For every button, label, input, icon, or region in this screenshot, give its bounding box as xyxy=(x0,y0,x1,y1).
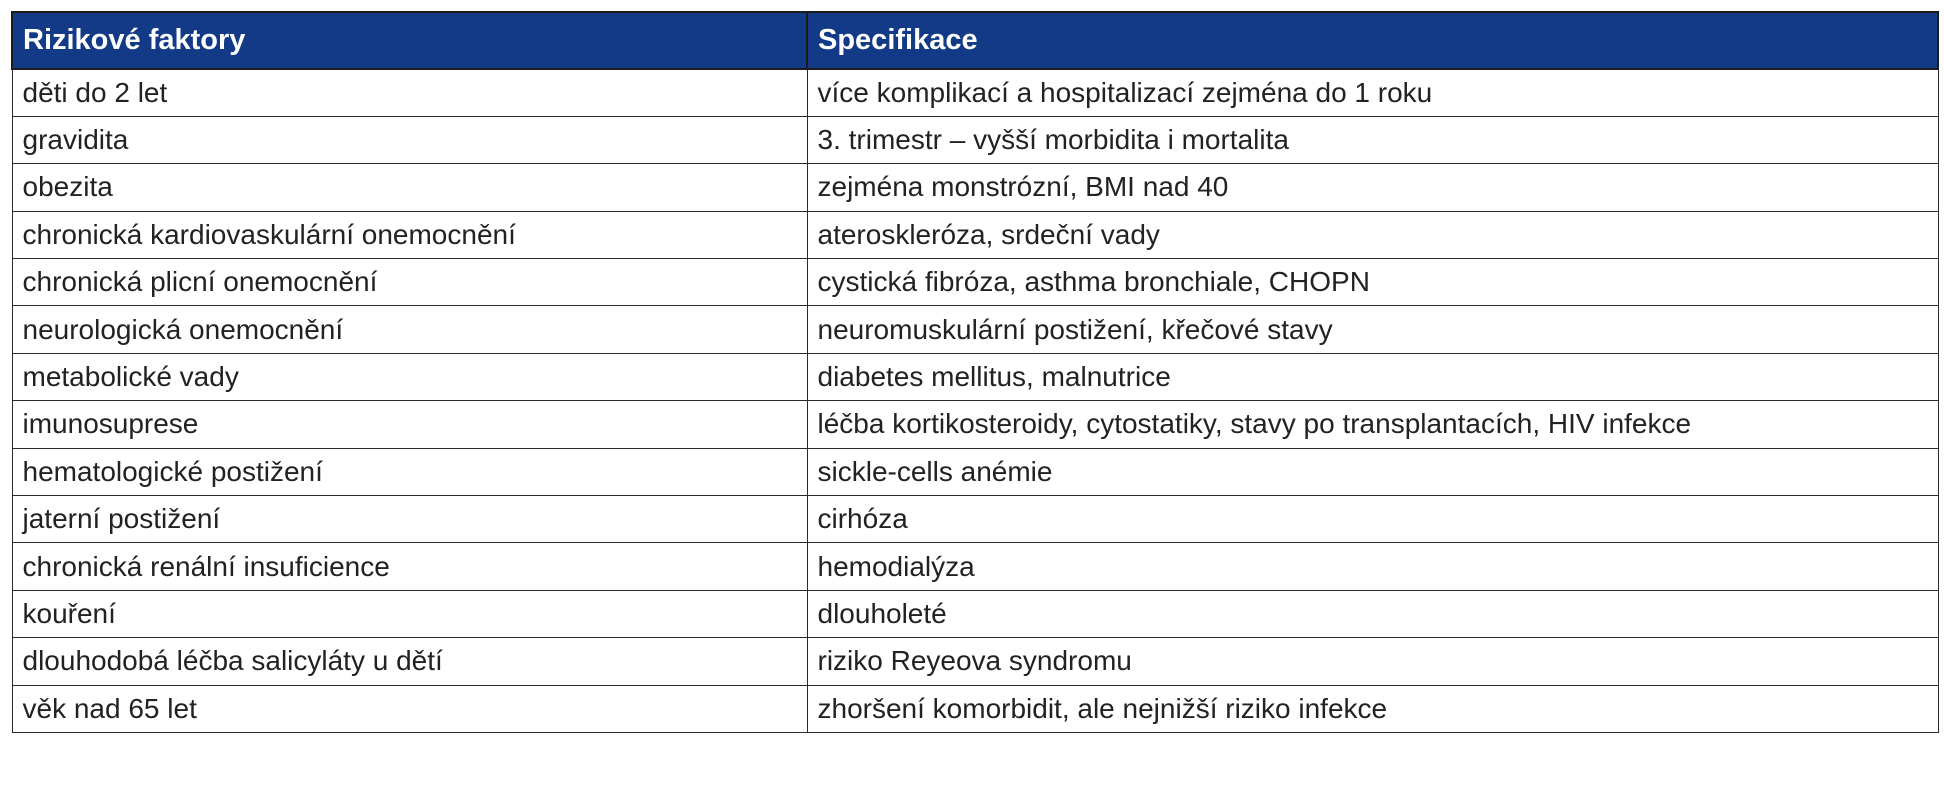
risk-factor-cell: dlouhodobá léčba salicyláty u dětí xyxy=(12,638,807,685)
header-specification: Specifikace xyxy=(807,12,1938,69)
risk-factor-cell: obezita xyxy=(12,164,807,211)
risk-factor-cell: hematologické postižení xyxy=(12,448,807,495)
risk-factors-table-wrapper xyxy=(11,11,1937,733)
risk-factor-cell: metabolické vady xyxy=(12,353,807,400)
table-row xyxy=(12,116,1938,163)
risk-factor-cell: imunosuprese xyxy=(12,401,807,448)
risk-factor-cell: věk nad 65 let xyxy=(12,685,807,732)
specification-cell: cirhóza xyxy=(807,496,1938,543)
table-row xyxy=(12,306,1938,353)
table-header xyxy=(12,12,1938,69)
risk-factor-cell: neurologická onemocnění xyxy=(12,306,807,353)
risk-factor-cell: gravidita xyxy=(12,116,807,163)
specification-cell: léčba kortikosteroidy, cytostatiky, stavy po transplantacích, HIV infekce xyxy=(807,401,1938,448)
table-body xyxy=(12,69,1938,732)
table-row xyxy=(12,353,1938,400)
table-row xyxy=(12,211,1938,258)
table-row xyxy=(12,638,1938,685)
table-row xyxy=(12,259,1938,306)
specification-cell: riziko Reyeova syndromu xyxy=(807,638,1938,685)
specification-cell: cystická fibróza, asthma bronchiale, CHOPN xyxy=(807,259,1938,306)
table-row xyxy=(12,69,1938,116)
risk-factor-cell: chronická renální insuficience xyxy=(12,543,807,590)
specification-cell: sickle-cells anémie xyxy=(807,448,1938,495)
specification-cell: diabetes mellitus, malnutrice xyxy=(807,353,1938,400)
table-row xyxy=(12,401,1938,448)
risk-factor-cell: chronická kardiovaskulární onemocnění xyxy=(12,211,807,258)
risk-factor-cell: chronická plicní onemocnění xyxy=(12,259,807,306)
specification-cell: zhoršení komorbidit, ale nejnižší riziko infekce xyxy=(807,685,1938,732)
risk-factor-cell: děti do 2 let xyxy=(12,69,807,116)
header-row xyxy=(12,12,1938,69)
header-risk-factors: Rizikové faktory xyxy=(12,12,807,69)
risk-factor-cell: jaterní postižení xyxy=(12,496,807,543)
table-row xyxy=(12,590,1938,637)
risk-factor-cell: kouření xyxy=(12,590,807,637)
table-row xyxy=(12,164,1938,211)
specification-cell: ateroskleróza, srdeční vady xyxy=(807,211,1938,258)
specification-cell: zejména monstrózní, BMI nad 40 xyxy=(807,164,1938,211)
table-row xyxy=(12,496,1938,543)
specification-cell: neuromuskulární postižení, křečové stavy xyxy=(807,306,1938,353)
specification-cell: 3. trimestr – vyšší morbidita i mortalita xyxy=(807,116,1938,163)
table-row xyxy=(12,685,1938,732)
table-row xyxy=(12,448,1938,495)
risk-factors-table xyxy=(11,11,1939,733)
specification-cell: více komplikací a hospitalizací zejména do 1 roku xyxy=(807,69,1938,116)
specification-cell: hemodialýza xyxy=(807,543,1938,590)
table-row xyxy=(12,543,1938,590)
specification-cell: dlouholeté xyxy=(807,590,1938,637)
